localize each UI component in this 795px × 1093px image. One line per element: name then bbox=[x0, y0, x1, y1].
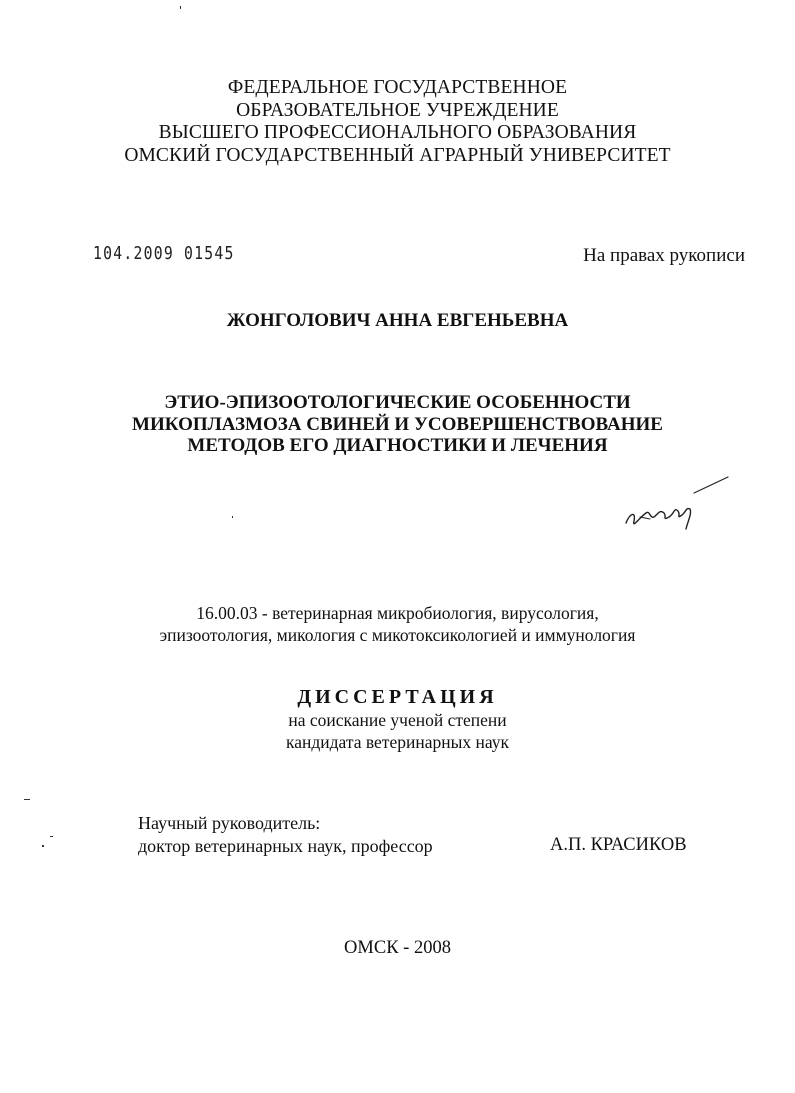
specialty-line: 16.00.03 - ветеринарная микробиология, вирусология, bbox=[196, 603, 599, 623]
city-year: ОМСК - 2008 bbox=[344, 938, 451, 958]
thesis-title-line: МИКОПЛАЗМОЗА СВИНЕЙ И УСОВЕРШЕНСТВОВАНИЕ bbox=[132, 413, 663, 435]
specialty-line: эпизоотология, микология с микотоксикологией и иммунология bbox=[159, 625, 636, 645]
degree-line: кандидата ветеринарных наук bbox=[286, 732, 509, 752]
scan-speck bbox=[24, 799, 30, 800]
degree bbox=[0, 709, 795, 753]
thesis-title-line: МЕТОДОВ ЕГО ДИАГНОСТИКИ И ЛЕЧЕНИЯ bbox=[187, 435, 608, 456]
rights-note: На правах рукописи bbox=[583, 245, 745, 266]
institution-line: ОМСКИЙ ГОСУДАРСТВЕННЫЙ АГРАРНЫЙ УНИВЕРСИТЕТ bbox=[124, 144, 671, 166]
supervisor-title: доктор ветеринарных наук, профессор bbox=[138, 836, 433, 856]
thesis-title-line: ЭТИО-ЭПИЗООТОЛОГИЧЕСКИЕ ОСОБЕННОСТИ bbox=[164, 392, 631, 413]
institution-line: ОБРАЗОВАТЕЛЬНОЕ УЧРЕЖДЕНИЕ bbox=[236, 99, 559, 121]
author-name: ЖОНГОЛОВИЧ АННА ЕВГЕНЬЕВНА bbox=[226, 310, 569, 331]
supervisor-name: А.П. КРАСИКОВ bbox=[550, 835, 687, 855]
institution-line: ВЫСШЕГО ПРОФЕССИОНАЛЬНОГО ОБРАЗОВАНИЯ bbox=[158, 122, 637, 143]
thesis-title bbox=[0, 392, 795, 457]
institution-line: ФЕДЕРАЛЬНОЕ ГОСУДАРСТВЕННОЕ bbox=[227, 77, 568, 98]
institution-name bbox=[0, 77, 795, 167]
supervisor-label: Научный руководитель: bbox=[138, 813, 321, 833]
specialty bbox=[0, 602, 795, 646]
scan-speck bbox=[42, 845, 44, 847]
stamp-number: 104.2009 01545 bbox=[93, 243, 235, 264]
scan-speck bbox=[232, 516, 233, 518]
document-type: ДИССЕРТАЦИЯ bbox=[297, 686, 498, 708]
handwritten-signature bbox=[620, 473, 735, 533]
supervisor-block bbox=[138, 812, 433, 858]
degree-line: на соискание ученой степени bbox=[288, 710, 507, 730]
scan-speck bbox=[180, 6, 181, 9]
scan-speck bbox=[50, 836, 53, 837]
